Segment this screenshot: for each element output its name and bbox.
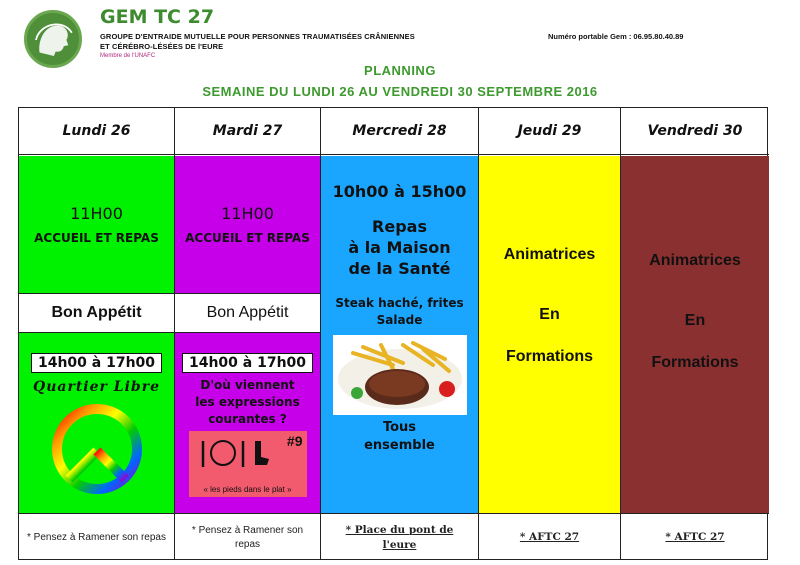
friday-column xyxy=(621,108,769,559)
monday-pm-time: 14h00 à 17h00 xyxy=(31,353,162,373)
gem-logo-icon xyxy=(24,10,82,68)
thursday-line1: Animatrices xyxy=(503,246,596,263)
friday-line3: Formations xyxy=(651,354,739,371)
friday-line2: En xyxy=(684,312,706,329)
wednesday-column xyxy=(321,108,479,559)
tuesday-pm-line1: D'où viennent xyxy=(200,378,295,392)
monday-afternoon xyxy=(19,333,174,513)
planning-table xyxy=(18,107,768,560)
peace-icon xyxy=(19,401,174,497)
wednesday-menu2: Salade xyxy=(376,313,423,328)
wednesday-time: 10h00 à 15h00 xyxy=(332,182,467,201)
wednesday-line3: de la Santé xyxy=(348,258,451,278)
friday-block xyxy=(621,156,769,513)
monday-bon-appetit: Bon Appétit xyxy=(19,293,174,333)
org-description-line2: ET CÉRÉBRO-LÉSÉES DE l'EURE xyxy=(100,42,224,51)
wednesday-line2: à la Maison xyxy=(348,237,451,257)
thursday-column xyxy=(479,108,621,559)
expression-caption: « les pieds dans le plat » xyxy=(203,485,292,495)
wednesday-block xyxy=(321,156,478,513)
tuesday-pm-line3: courantes ? xyxy=(208,411,287,426)
wednesday-note: * Place du pont de l'eure xyxy=(321,513,478,561)
episode-badge: #9 xyxy=(286,433,303,450)
thursday-header: Jeudi 29 xyxy=(479,108,620,155)
steak-frites-image xyxy=(333,335,467,415)
tuesday-column xyxy=(175,108,321,559)
tuesday-afternoon xyxy=(175,333,320,513)
week-title: SEMAINE DU LUNDI 26 AU VENDREDI 30 SEPTEMBRE 2016 xyxy=(202,84,598,99)
monday-column xyxy=(19,108,175,559)
tuesday-bon-appetit: Bon Appétit xyxy=(175,293,320,333)
wednesday-together1: Tous xyxy=(382,419,417,435)
wednesday-menu1: Steak haché, frites xyxy=(335,296,464,311)
monday-pm-activity: Quartier Libre xyxy=(33,379,160,395)
monday-note: * Pensez à Ramener son repas xyxy=(19,513,174,561)
monday-morning xyxy=(19,156,174,293)
tuesday-morning xyxy=(175,156,320,293)
wednesday-together2: ensemble xyxy=(364,438,435,454)
tuesday-time: 11H00 xyxy=(221,204,274,223)
wednesday-header: Mercredi 28 xyxy=(321,108,478,155)
tuesday-pm-time: 14h00 à 17h00 xyxy=(182,353,313,373)
org-description-line1: GROUPE D'ENTRAIDE MUTUELLE POUR PERSONNES TRAUMATISÉES CRÂNIENNES xyxy=(100,32,415,41)
friday-header: Vendredi 30 xyxy=(621,108,769,155)
wednesday-line1: Repas xyxy=(372,217,427,236)
tuesday-activity: ACCUEIL ET REPAS xyxy=(185,231,310,245)
pieds-dans-le-plat-image xyxy=(189,431,307,497)
friday-line1: Animatrices xyxy=(649,252,741,269)
org-name: GEM TC 27 xyxy=(100,6,215,28)
thursday-block xyxy=(479,156,620,513)
tuesday-pm-line2: les expressions xyxy=(195,394,300,409)
planning-title: PLANNING xyxy=(364,63,436,78)
monday-header: Lundi 26 xyxy=(19,108,174,155)
monday-activity: ACCUEIL ET REPAS xyxy=(34,231,159,245)
friday-note: * AFTC 27 xyxy=(621,513,769,561)
thursday-line3: Formations xyxy=(505,348,594,365)
org-member-text: Membre de l'UNAFC xyxy=(100,53,156,59)
phone-number: Numéro portable Gem : 06.95.80.40.89 xyxy=(548,32,684,41)
thursday-line2: En xyxy=(539,306,560,323)
tuesday-note: * Pensez à Ramener son repas xyxy=(175,513,320,561)
thursday-note: * AFTC 27 xyxy=(479,513,620,561)
tuesday-header: Mardi 27 xyxy=(175,108,320,155)
monday-time: 11H00 xyxy=(70,204,123,223)
